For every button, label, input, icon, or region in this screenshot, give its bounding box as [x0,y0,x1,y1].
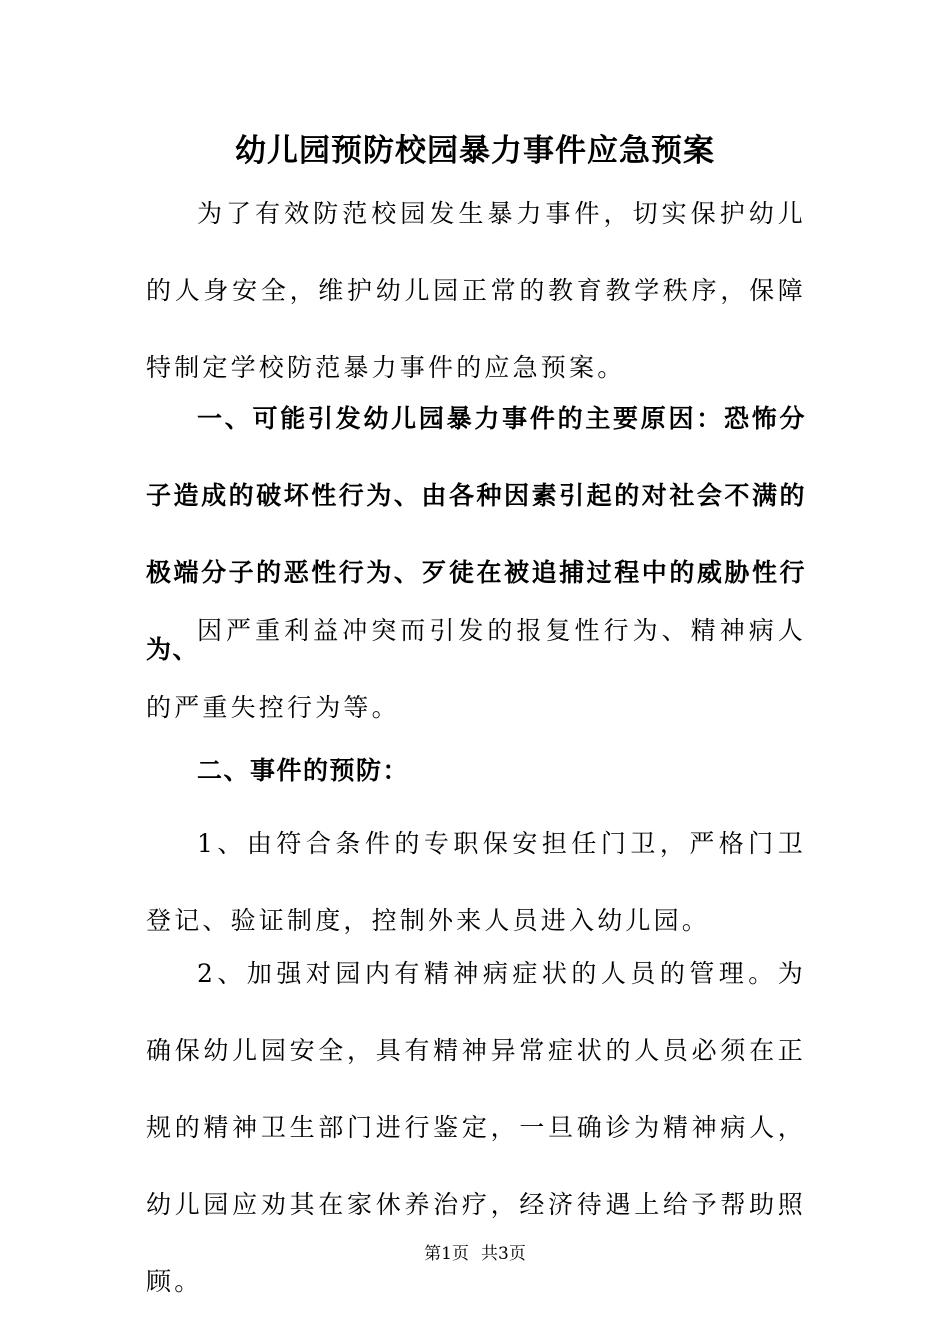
prevention-item-1: 1、由符合条件的专职保安担任门卫，严格门卫登记、验证制度，控制外来人员进入幼儿园。 [146,829,806,935]
intro-paragraph: 为了有效防范校园发生暴力事件，切实保护幼儿的人身安全，维护幼儿园正常的教育教学秩序，保障特制定学校防范暴力事件的应急预案。 [146,199,806,382]
section-one-causes-paragraph: 一、可能引发幼儿园暴力事件的主要原因：恐怖分子造成的破坏性行为、由各种因素引起的对社会不满的极端分子的恶性行为、歹徒在被追捕过程中的威胁性行为、 [146,404,806,664]
page-number-total: 共3页 [481,1244,526,1264]
causes-continued-paragraph: 因严重利益冲突而引发的报复性行为、精神病人的严重失控行为等。 [146,616,806,722]
page-footer [0,1240,950,1268]
section-two-heading: 二、事件的预防： [197,756,410,785]
prevention-item-2: 2、加强对园内有精神病症状的人员的管理。为确保幼儿园安全，具有精神异常症状的人员必须在正规的精神卫生部门进行鉴定，一旦确诊为精神病人，幼儿园应劝其在家休养治疗，经济待遇上给予帮助照顾。 [146,959,806,1296]
page-number-current: 第1页 [424,1244,469,1264]
document-title: 幼儿园预防校园暴力事件应急预案 [235,133,715,169]
